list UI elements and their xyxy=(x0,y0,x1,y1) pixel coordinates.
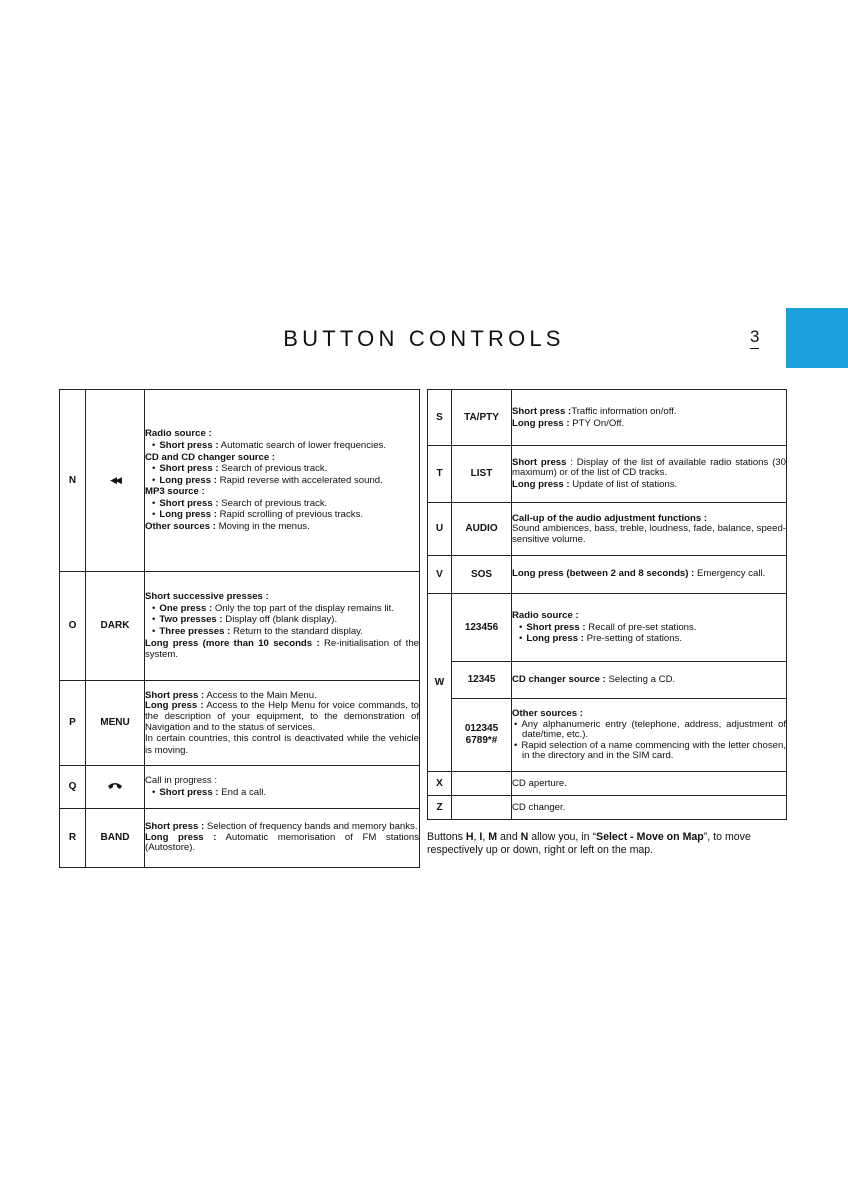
row-button: 12345 xyxy=(452,662,512,699)
row-description: Other sources : • Any alphanumeric entry (telephone, address, adjustment of date/time, etc.). • Rapid selection of a name commencing with the letter chosen, in the directory and in the SIM card. xyxy=(512,699,787,772)
row-key: R xyxy=(60,809,86,868)
table-row xyxy=(428,556,787,594)
table-row xyxy=(428,390,787,446)
row-description: Short press : Selection of frequency bands and memory banks. Long press : Automatic memorisation of FM stations (Autostore). xyxy=(145,809,420,868)
page-number: 3 xyxy=(750,328,759,349)
row-description: Short press : Access to the Main Menu. Long press : Access to the Help Menu for voice commands, to the description of your equipment, to the demonstration of Navigation and to the status of services. In certain countries, this control is deactivated while the vehicle is moving. xyxy=(145,681,420,766)
row-button: TA/PTY xyxy=(452,390,512,446)
phone-hangup-icon xyxy=(107,781,123,790)
row-key: S xyxy=(428,390,452,446)
row-description: Call in progress : • Short press : End a call. xyxy=(145,766,420,809)
row-description: Short successive presses : • One press : Only the top part of the display remains lit. • Two presses : Display off (blank display). • Three presses : Return to the standard display. Long press (more than 10 seconds : Re-initialisation of the system. xyxy=(145,572,420,681)
row-key: X xyxy=(428,772,452,796)
row-key: V xyxy=(428,556,452,594)
row-button: SOS xyxy=(452,556,512,594)
row-key: O xyxy=(60,572,86,681)
table-row xyxy=(428,594,787,662)
row-button: 123456 xyxy=(452,594,512,662)
row-description: Radio source : • Short press : Recall of pre-set stations. • Long press : Pre-setting of stations. xyxy=(512,594,787,662)
row-description: CD aperture. xyxy=(512,772,787,796)
chapter-tab xyxy=(786,308,848,368)
row-description: Short press : Display of the list of available radio stations (30 maximum) or of the list of CD tracks. Long press : Update of list of stations. xyxy=(512,446,787,503)
table-row xyxy=(60,766,420,809)
table-row xyxy=(428,796,787,820)
table-row xyxy=(60,572,420,681)
table-row xyxy=(428,503,787,556)
rewind-icon: ◀◀ xyxy=(110,474,120,485)
row-button: AUDIO xyxy=(452,503,512,556)
table-row xyxy=(428,446,787,503)
row-button: 6789*# xyxy=(465,735,498,746)
row-key: W xyxy=(428,594,452,772)
navigation-note: Buttons H, I, M and N allow you, in “Select - Move on Map”, to move respectively up or down, right or left on the map. xyxy=(427,831,751,856)
table-row xyxy=(428,662,787,699)
page-title: BUTTON CONTROLS xyxy=(283,326,565,351)
row-description: Long press (between 2 and 8 seconds) : Emergency call. xyxy=(512,556,787,594)
row-description: Radio source : • Short press : Automatic search of lower frequencies. CD and CD changer source : • Short press : Search of previous track. • Long press : Rapid reverse with accelerated sound. MP3 source : • Short press : Search of previous track. • Long press : Rapid scrolling of previous tracks. Other sources : Moving in the menus. xyxy=(145,390,420,572)
table-row xyxy=(60,681,420,766)
row-description: CD changer source : Selecting a CD. xyxy=(512,662,787,699)
row-button: DARK xyxy=(86,572,145,681)
row-button: 012345 xyxy=(464,723,499,735)
table-row xyxy=(60,809,420,868)
row-description: Call-up of the audio adjustment functions : Sound ambiences, bass, treble, loudness, fade, balance, speed-sensitive volume. xyxy=(512,503,787,556)
row-key: Q xyxy=(60,766,86,809)
row-key: U xyxy=(428,503,452,556)
table-row xyxy=(60,390,420,572)
row-key: P xyxy=(60,681,86,766)
left-controls-table xyxy=(59,389,420,868)
row-key: T xyxy=(428,446,452,503)
table-row xyxy=(428,699,787,772)
table-row xyxy=(428,772,787,796)
row-description: CD changer. xyxy=(512,796,787,820)
row-button: MENU xyxy=(86,681,145,766)
row-button: LIST xyxy=(452,446,512,503)
right-controls-table xyxy=(427,389,787,820)
row-description: Short press :Traffic information on/off. Long press : PTY On/Off. xyxy=(512,390,787,446)
row-button: BAND xyxy=(86,809,145,868)
row-key: N xyxy=(60,390,86,572)
row-key: Z xyxy=(428,796,452,820)
